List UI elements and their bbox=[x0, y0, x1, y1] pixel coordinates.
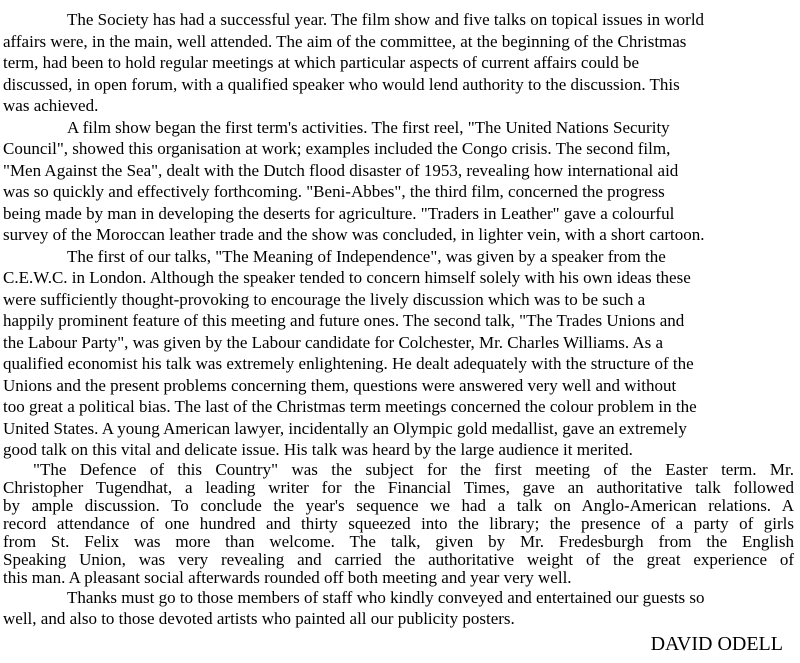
text-line: affairs were, in the main, well attended. The aim of the committee, at the beginning of the Christmas bbox=[3, 31, 687, 51]
text-line: "The Defence of this Country" was the subject for the first meeting of the Easter term. Mr. bbox=[33, 459, 794, 479]
paragraph-defence-easter-term bbox=[3, 461, 794, 587]
text-line: by ample discussion. To conclude the year's sequence we had a talk on Anglo-American relations. A bbox=[3, 495, 794, 515]
text-line: Christopher Tugendhat, a leading writer for the Financial Times, gave an authoritative talk followed bbox=[3, 477, 794, 497]
text-line: A film show began the first term's activities. The first reel, "The United Nations Security bbox=[67, 117, 670, 137]
paragraph-society-year bbox=[3, 9, 794, 117]
text-line: discussed, in open forum, with a qualified speaker who would lend authority to the discussion. This bbox=[3, 74, 680, 94]
text-line: The first of our talks, "The Meaning of Independence", was given by a speaker from the bbox=[67, 246, 666, 266]
text-line: well, and also to those devoted artists who painted all our publicity posters. bbox=[3, 609, 515, 628]
text-line: United States. A young American lawyer, incidentally an Olympic gold medallist, gave an extremely bbox=[3, 418, 687, 438]
paragraph-film-show bbox=[3, 117, 794, 246]
signature-author: DAVID ODELL bbox=[650, 632, 783, 655]
text-line: too great a political bias. The last of the Christmas term meetings concerned the colour problem in the bbox=[3, 397, 697, 416]
text-line: happily prominent feature of this meeting and future ones. The second talk, "The Trades Unions and bbox=[3, 311, 685, 330]
text-line: record attendance of one hundred and thirty squeezed into the library; the presence of a party of girls bbox=[3, 513, 794, 533]
text-line: C.E.W.C. in London. Although the speaker tended to concern himself solely with his own ideas these bbox=[3, 268, 691, 287]
text-line: Council", showed this organisation at work; examples included the Congo crisis. The second film, bbox=[3, 139, 671, 158]
text-line: this man. A pleasant social afterwards rounded off both meeting and year very well. bbox=[3, 567, 572, 587]
text-line: from St. Felix was more than welcome. The talk, given by Mr. Fredesburgh from the English bbox=[3, 531, 794, 551]
text-line: was so quickly and effectively forthcoming. "Beni-Abbes", the third film, concerned the progress bbox=[3, 182, 665, 201]
paragraph-first-talks bbox=[3, 246, 794, 461]
text-line: survey of the Moroccan leather trade and the show was concluded, in lighter vein, with a short cartoon. bbox=[3, 225, 705, 244]
text-line: the Labour Party", was given by the Labour candidate for Colchester, Mr. Charles Williams. As a bbox=[3, 332, 664, 352]
text-line: good talk on this vital and delicate issue. His talk was heard by the large audience it merited. bbox=[3, 440, 633, 459]
text-line: term, had been to hold regular meetings at which particular aspects of current affairs could be bbox=[3, 53, 639, 72]
paragraph-thanks bbox=[3, 587, 794, 630]
text-line: being made by man in developing the deserts for agriculture. "Traders in Leather" gave a colourful bbox=[3, 203, 675, 223]
text-line: "Men Against the Sea", dealt with the Dutch flood disaster of 1953, revealing how international aid bbox=[3, 160, 679, 180]
text-line: Unions and the present problems concerning them, questions were answered very well and without bbox=[3, 375, 677, 395]
text-line: were sufficiently thought-provoking to encourage the lively discussion which was to be such a bbox=[3, 289, 646, 309]
text-line: The Society has had a successful year. The film show and five talks on topical issues in world bbox=[67, 10, 705, 29]
text-line: qualified economist his talk was extremely enlightening. He dealt adequately with the structure of the bbox=[3, 354, 694, 373]
text-line: Speaking Union, was very revealing and carried the authoritative weight of the great experience of bbox=[3, 549, 794, 569]
text-line: was achieved. bbox=[3, 96, 99, 115]
text-line: Thanks must go to those members of staff who kindly conveyed and entertained our guests so bbox=[67, 587, 705, 607]
